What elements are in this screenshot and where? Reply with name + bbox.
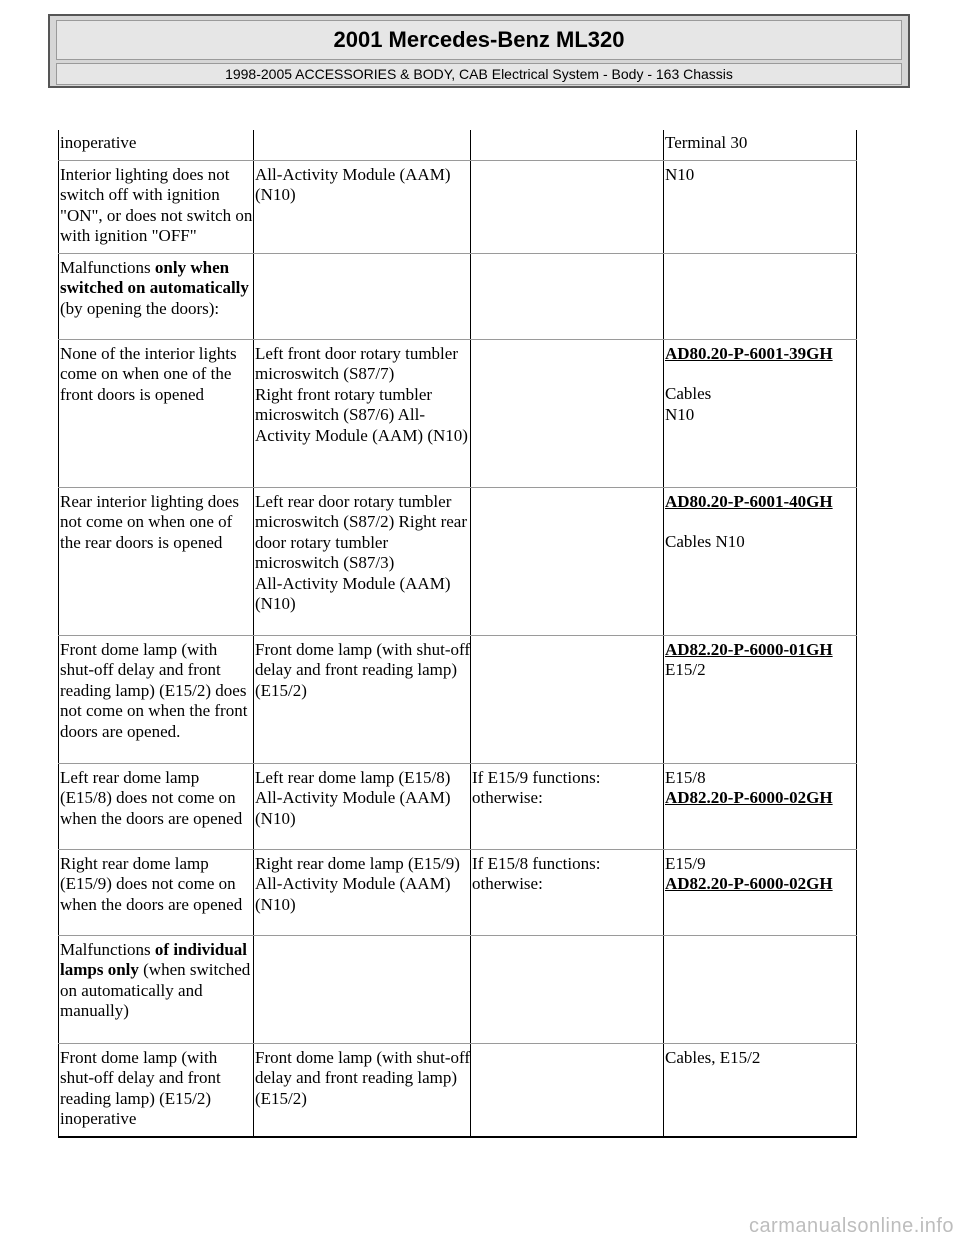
component-line: Left rear dome lamp (E15/8) <box>255 767 451 787</box>
cell-component <box>254 763 471 849</box>
document-link[interactable]: AD80.20-P-6001-40GH <box>665 491 833 511</box>
section-emphasis: only when switched on automatically <box>60 257 249 297</box>
cell-fault: Front dome lamp (with shut-off delay and front reading lamp) (E15/2) inoperative <box>59 1043 254 1137</box>
cell-remedy <box>664 487 857 635</box>
component-line: Left rear door rotary tumbler microswitch (S87/2) Right rear door rotary tumbler microswitch (S87/3) <box>255 491 467 572</box>
cell-remedy <box>664 849 857 935</box>
site-watermark: carmanualsonline.info <box>748 1215 954 1237</box>
cell-condition <box>471 935 664 1043</box>
cell-fault: Left rear dome lamp (E15/8) does not come on when the doors are opened <box>59 763 254 849</box>
cell-remedy: Terminal 30 <box>664 130 857 160</box>
cell-condition <box>471 635 664 763</box>
section-suffix: (when switched on automatically and manually) <box>60 960 251 1020</box>
section-heading <box>59 935 254 1043</box>
component-line: Right front rotary tumbler microswitch (S87/6) All-Activity Module (AAM) (N10) <box>255 384 468 445</box>
cell-remedy: Cables, E15/2 <box>664 1043 857 1137</box>
section-suffix: (by opening the doors): <box>60 298 220 318</box>
cell-fault: Rear interior lighting does not come on when one of the rear doors is opened <box>59 487 254 635</box>
cell-fault: Right rear dome lamp (E15/9) does not come on when the doors are opened <box>59 849 254 935</box>
table-row <box>59 635 857 763</box>
table-row <box>59 849 857 935</box>
cell-fault: inoperative <box>59 130 254 160</box>
cell-condition <box>471 763 664 849</box>
cell-component <box>254 130 471 160</box>
section-row <box>59 253 857 339</box>
document-link[interactable]: AD80.20-P-6001-39GH <box>665 343 833 363</box>
remedy-line: E15/8 <box>665 767 706 787</box>
cell-remedy: N10 <box>664 160 857 253</box>
cell-condition <box>471 253 664 339</box>
table-row <box>59 1043 857 1137</box>
cell-condition <box>471 849 664 935</box>
document-link[interactable]: AD82.20-P-6000-01GH <box>665 639 833 659</box>
cell-component <box>254 849 471 935</box>
condition-line: If E15/9 functions: <box>472 767 601 787</box>
table-row <box>59 339 857 487</box>
cell-remedy <box>664 635 857 763</box>
section-heading <box>59 253 254 339</box>
cell-condition <box>471 339 664 487</box>
cell-condition <box>471 160 664 253</box>
table-row <box>59 763 857 849</box>
cell-component: Front dome lamp (with shut-off delay and front reading lamp)(E15/2) <box>254 1043 471 1137</box>
cell-remedy <box>664 763 857 849</box>
table-row <box>59 160 857 253</box>
cell-condition <box>471 130 664 160</box>
component-line: All-Activity Module (AAM) (N10) <box>255 874 451 914</box>
cell-component: All-Activity Module (AAM) (N10) <box>254 160 471 253</box>
cell-component <box>254 935 471 1043</box>
component-line: All-Activity Module (AAM) (N10) <box>255 788 451 828</box>
page-header <box>48 14 910 88</box>
condition-line: otherwise: <box>472 788 543 807</box>
cell-remedy <box>664 935 857 1043</box>
cell-condition <box>471 1043 664 1137</box>
cell-fault: None of the interior lights come on when one of the front doors is opened <box>59 339 254 487</box>
section-prefix: Malfunctions <box>60 257 155 277</box>
remedy-line: Cables <box>665 384 712 403</box>
remedy-line: E15/9 <box>665 853 706 873</box>
component-line: Left front door rotary tumbler microswitch (S87/7) <box>255 343 458 383</box>
document-link[interactable]: AD82.20-P-6000-02GH <box>665 874 833 893</box>
table-row <box>59 487 857 635</box>
cell-component <box>254 487 471 635</box>
cell-fault: Interior lighting does not switch off with ignition "ON", or does not switch on with ignition "OFF" <box>59 160 254 253</box>
cell-component <box>254 253 471 339</box>
section-row <box>59 935 857 1043</box>
table-row <box>59 130 857 160</box>
document-title: 2001 Mercedes-Benz ML320 <box>56 20 902 60</box>
cell-component <box>254 339 471 487</box>
section-prefix: Malfunctions <box>60 939 155 959</box>
condition-line: otherwise: <box>472 874 543 893</box>
remedy-line: E15/2 <box>665 660 706 679</box>
cell-remedy <box>664 339 857 487</box>
cell-condition <box>471 487 664 635</box>
component-line: All-Activity Module (AAM) (N10) <box>255 573 451 613</box>
remedy-line: N10 <box>665 404 695 424</box>
remedy-line: Cables N10 <box>665 532 745 551</box>
cell-remedy <box>664 253 857 339</box>
condition-line: If E15/8 functions: <box>472 853 601 873</box>
cell-fault: Front dome lamp (with shut-off delay and front reading lamp) (E15/2) does not come on when the front doors are opened. <box>59 635 254 763</box>
section-emphasis: of individual lamps only <box>60 939 248 979</box>
document-subtitle: 1998-2005 ACCESSORIES & BODY, CAB Electrical System - Body - 163 Chassis <box>56 63 902 85</box>
diagnosis-table <box>58 130 857 1138</box>
cell-component: Front dome lamp (with shut-off delay and front reading lamp) (E15/2) <box>254 635 471 763</box>
component-line: Right rear dome lamp (E15/9) <box>255 853 460 873</box>
document-link[interactable]: AD82.20-P-6000-02GH <box>665 788 833 807</box>
